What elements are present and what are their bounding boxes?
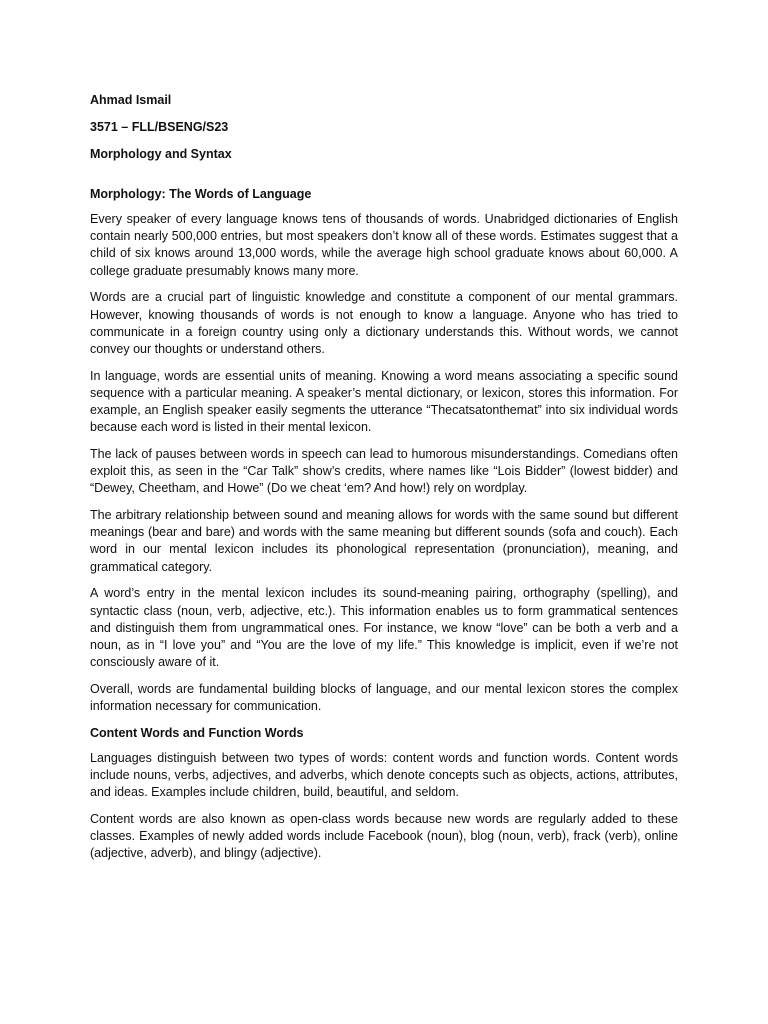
paragraph: The lack of pauses between words in speech can lead to humorous misunderstandings. Comedians often exploit this, as seen in the “Car Talk” show’s credits, where names like “Lois Bidder” (lowest bidder) and “Dewey, Cheetham, and Howe” (Do we cheat ‘em? And how!) rely on wordplay. xyxy=(90,446,678,496)
section-heading-morphology: Morphology: The Words of Language xyxy=(90,187,312,201)
paragraph: Languages distinguish between two types of words: content words and function words. Content words include nouns, verbs, adjectives, and adverbs, which denote concepts such as objects, actions, attributes, and ideas. Examples include children, build, beautiful, and seldom. xyxy=(90,750,678,800)
paragraph: Content words are also known as open-class words because new words are regularly added to these classes. Examples of newly added words include Facebook (noun), blog (noun, verb), frack (verb), online (adjective, adverb), and blingy (adjective). xyxy=(90,811,678,861)
paragraph: Every speaker of every language knows tens of thousands of words. Unabridged dictionaries of English contain nearly 500,000 entries, but most speakers don’t know all of these words. Estimates suggest that a child of six knows around 13,000 words, while the average high school graduate knows about 60,000. A college graduate presumably knows many more. xyxy=(90,212,678,278)
paragraph: Overall, words are fundamental building blocks of language, and our mental lexicon stores the complex information necessary for communication. xyxy=(90,681,678,714)
author-name: Ahmad Ismail xyxy=(90,93,172,107)
course-code: 3571 – FLL/BSENG/S23 xyxy=(90,120,229,134)
paragraph: In language, words are essential units of meaning. Knowing a word means associating a specific sound sequence with a particular meaning. A speaker’s mental dictionary, or lexicon, stores this information. For example, an English speaker easily segments the utterance “Thecatsatonthemat” into six individual words because each word is listed in their mental lexicon. xyxy=(90,368,678,435)
paragraph: A word’s entry in the mental lexicon includes its sound-meaning pairing, orthography (spelling), and syntactic class (noun, verb, adjective, etc.). This information enables us to form grammatical sentences and distinguish them from ungrammatical ones. For instance, we know “love” can be both a verb and a noun, as in “I love you” and “You are the love of my life.” This knowledge is implicit, even if we’re not consciously aware of it. xyxy=(90,586,678,670)
section-heading-content-function: Content Words and Function Words xyxy=(90,725,304,740)
subject-title: Morphology and Syntax xyxy=(90,147,232,161)
paragraph: Words are a crucial part of linguistic knowledge and constitute a component of our mental grammars. However, knowing thousands of words is not enough to know a language. Anyone who has tried to communicate in a foreign country using only a dictionary understands this. Without words, we cannot convey our thoughts or understand others. xyxy=(90,290,678,356)
paragraph: The arbitrary relationship between sound and meaning allows for words with the same sound but different meanings (bear and bare) and words with the same meaning but different sounds (sofa and couch). Each word in our mental lexicon includes its phonological representation (pronunciation), meaning, and grammatical category. xyxy=(90,508,678,574)
